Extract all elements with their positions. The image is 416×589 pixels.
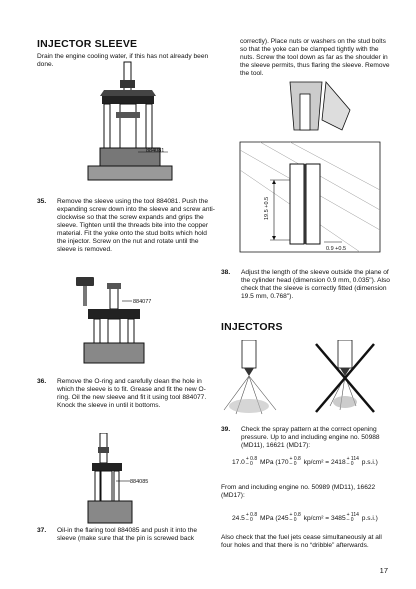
step-38: [221, 269, 391, 301]
step-number: 39.: [221, 426, 231, 433]
pressure-formula-early: 17.0 + 0.8 – 0 MPa (170 + 0.8 – 0 kp/cm² = 2418 + 114 – 0 p.s.i.): [232, 456, 378, 467]
step-39: [221, 426, 391, 450]
dimension-label-0-9: 0.9 +0.5: [326, 246, 347, 252]
simultaneous-check-text: Also check that the fuel jets cease simultaneously at all four holes and that there is no “dribble” afterwards.: [221, 534, 382, 549]
figure-sleeve-removal-tool: [80, 60, 180, 190]
figure-spray-patterns: [222, 340, 392, 416]
step-text: Adjust the length of the sleeve outside the plane of the cylinder head (dimension 0.9 mm, 0.035"). Also check that the sleeve is correctly fitted (dimension 19.5 mm, 0.768").: [241, 269, 390, 300]
step-37: [37, 527, 217, 543]
figure-label-884085: 884085: [130, 479, 149, 485]
figure-sleeve-dimensions: [230, 80, 390, 260]
step-text: Remove the sleeve using the tool 884081. Push the expanding screw down into the sleeve and screw anti-clockwise so that the screw expands and grips the sleeve. Tighten until the threads bite into the copper material. Fit the yoke onto the stud bolts which hold the injector. Screw on the nut and rotate until the sleeve is removed.: [57, 198, 215, 253]
step-37-continued: correctly). Place nuts or washers on the stud bolts so that the yoke can be clamped tightly with the nuts. Screw the tool down as far as the shoulder in the sleeve permits, thus flaring the sleeve. Remove the tool.: [240, 38, 390, 77]
step-number: 37.: [37, 527, 47, 534]
step-number: 36.: [37, 378, 47, 385]
section-heading-injector-sleeve: INJECTOR SLEEVE: [37, 38, 138, 50]
step-text: Remove the O-ring and carefully clean the hole in which the sleeve is to fit. Grease and fit the new O-ring. Oil the new sleeve and fit it using tool 884077. Knock the sleeve in until it bottoms.: [57, 378, 207, 409]
dimension-label-19-5: 19.5 +0.5: [264, 196, 270, 220]
section-heading-injectors: INJECTORS: [221, 321, 283, 333]
step-text: Check the spray pattern at the correct opening pressure. Up to and including engine no. 50988 (MD11), 16621 (MD17):: [241, 426, 380, 449]
from-engine-text: From and including engine no. 50989 (MD11), 16622 (MD17):: [221, 484, 376, 499]
step-number: 38.: [221, 269, 231, 276]
step-36: [37, 378, 217, 410]
step-number: 35.: [37, 198, 47, 205]
figure-sleeve-fitting-tool: [70, 277, 180, 367]
pressure-formula-late: 24.5 + 0.8 – 0 MPa (245 + 0.8 – 0 kp/cm² = 3485 + 114 – 0 p.s.i.): [232, 512, 378, 523]
page-number: 17: [379, 566, 388, 575]
figure-label-884077: 884077: [133, 299, 152, 305]
step-35: [37, 198, 217, 254]
intro-paragraph: Drain the engine cooling water, if this has not already been done.: [37, 53, 209, 68]
figure-label-884081: 884081: [146, 148, 165, 154]
step-text: Oil-in the flaring tool 884085 and push it into the sleeve (make sure that the pin is screwed back: [57, 527, 198, 542]
